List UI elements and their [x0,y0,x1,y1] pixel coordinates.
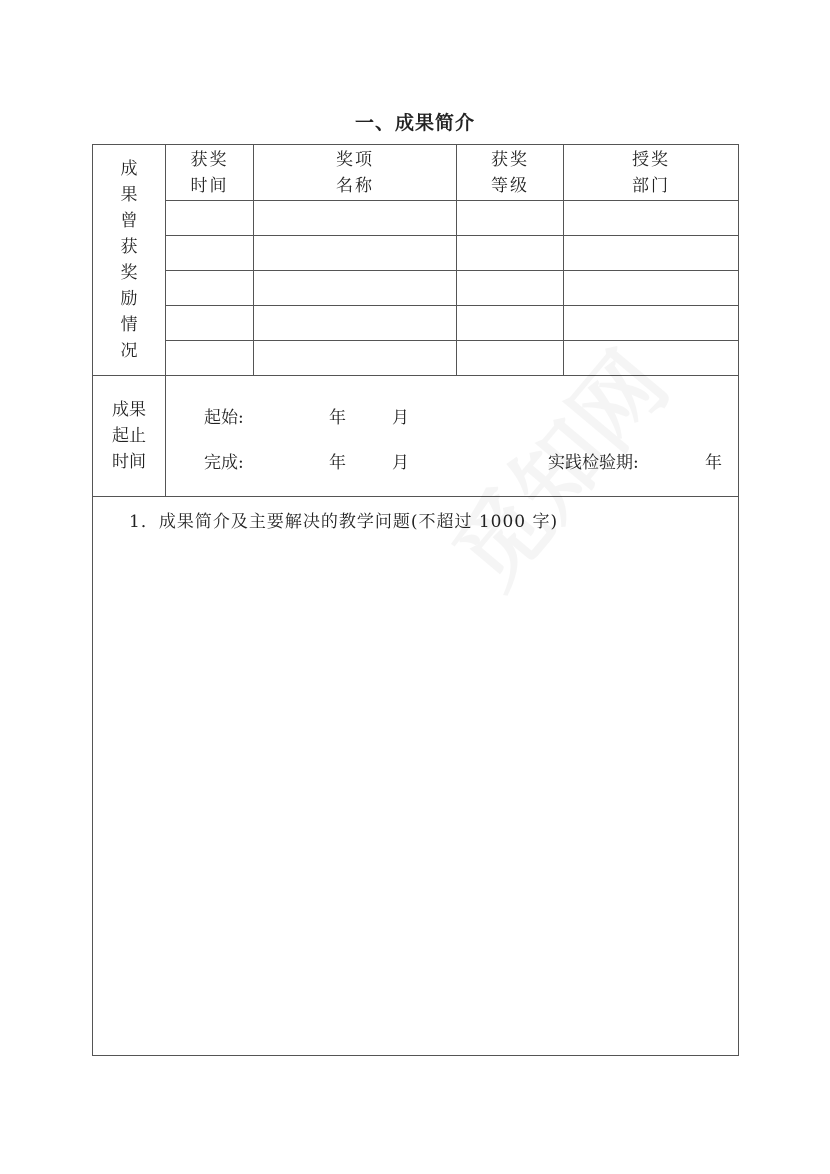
award-level-cell[interactable] [457,201,564,236]
award-time-cell[interactable] [166,271,254,306]
start-year-unit: 年 [329,408,346,428]
award-name-cell[interactable] [254,271,457,306]
award-department-cell[interactable] [564,271,739,306]
practice-year-unit: 年 [705,453,722,473]
award-department-cell[interactable] [564,201,739,236]
start-month-unit: 月 [392,408,409,428]
award-time-cell[interactable] [166,201,254,236]
award-level-cell[interactable] [457,236,564,271]
description-question: 1．成果简介及主要解决的教学问题(不超过 1000 字) [129,512,559,532]
header-award-time: 获奖 时间 [166,145,254,201]
award-name-cell[interactable] [254,306,457,341]
award-level-cell[interactable] [457,271,564,306]
header-award-department: 授奖 部门 [564,145,739,201]
end-label: 完成: [204,453,244,473]
period-content [166,376,739,497]
end-month-unit: 月 [392,453,409,473]
start-label: 起始: [204,408,244,428]
description-area[interactable] [93,497,739,1056]
awards-side-label: 成 果 曾 获 奖 励 情 况 [93,145,166,376]
award-name-cell[interactable] [254,236,457,271]
award-row [93,306,739,341]
award-department-cell[interactable] [564,341,739,376]
award-time-cell[interactable] [166,236,254,271]
practice-label: 实践检验期: [548,453,639,473]
award-row [93,236,739,271]
page-title: 一、成果简介 [354,112,475,134]
award-name-cell[interactable] [254,341,457,376]
award-department-cell[interactable] [564,306,739,341]
award-time-cell[interactable] [166,341,254,376]
award-department-cell[interactable] [564,236,739,271]
header-award-level: 获奖 等级 [457,145,564,201]
award-level-cell[interactable] [457,306,564,341]
achievement-form [92,144,739,1056]
header-award-name: 奖项 名称 [254,145,457,201]
award-row [93,341,739,376]
end-year-unit: 年 [329,453,346,473]
period-label: 成果 起止 时间 [93,376,166,497]
award-row [93,271,739,306]
award-row [93,201,739,236]
award-level-cell[interactable] [457,341,564,376]
award-name-cell[interactable] [254,201,457,236]
award-time-cell[interactable] [166,306,254,341]
